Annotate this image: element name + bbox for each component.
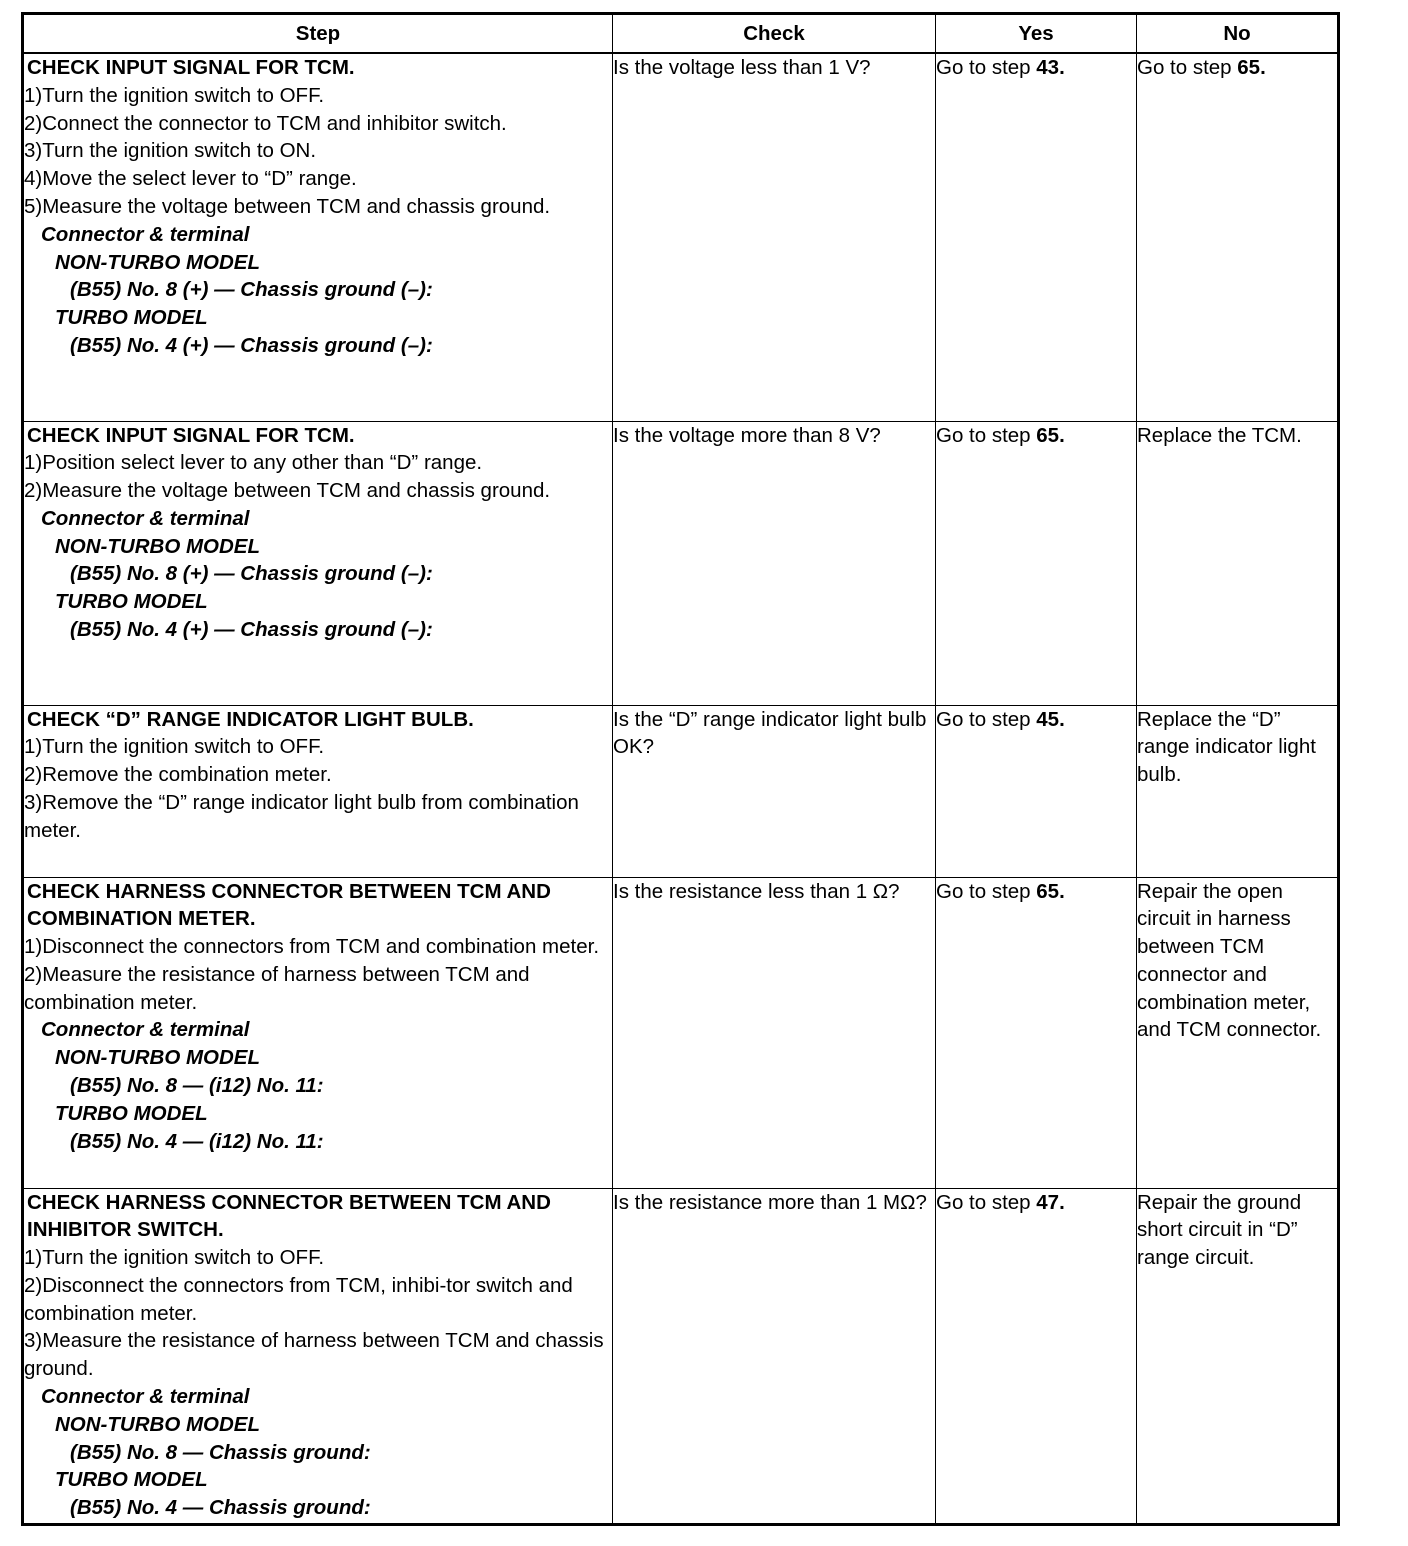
step-instruction: 1)Disconnect the connectors from TCM and combination meter. bbox=[24, 935, 600, 959]
step-instruction: 3)Turn the ignition switch to ON. bbox=[24, 139, 317, 163]
no-cell: Repair the ground short circuit in “D” range circuit. bbox=[1137, 1188, 1339, 1525]
model-label: TURBO MODEL bbox=[55, 1101, 208, 1125]
step-instruction: 1)Position select lever to any other than “D” range. bbox=[24, 451, 483, 475]
step-cell bbox=[23, 1188, 613, 1525]
yes-step-ref: 65. bbox=[1036, 879, 1065, 903]
table-row bbox=[23, 1188, 1339, 1525]
step-number bbox=[0, 1189, 27, 1245]
no-cell: Replace the TCM. bbox=[1137, 421, 1339, 705]
header-step: Step bbox=[23, 14, 613, 54]
no-cell bbox=[1137, 53, 1339, 421]
model-label: TURBO MODEL bbox=[55, 590, 208, 614]
model-label: NON-TURBO MODEL bbox=[55, 534, 260, 558]
check-cell: Is the voltage less than 1 V? bbox=[613, 53, 936, 421]
yes-step-ref: 47. bbox=[1036, 1190, 1065, 1214]
terminal-spec: (B55) No. 8 — Chassis ground: bbox=[70, 1440, 371, 1464]
header-yes: Yes bbox=[936, 14, 1137, 54]
step-instruction: 1)Turn the ignition switch to OFF. bbox=[24, 1246, 325, 1270]
terminal-spec: (B55) No. 8 — (i12) No. 11: bbox=[70, 1074, 324, 1098]
terminal-spec: (B55) No. 4 — (i12) No. 11: bbox=[70, 1129, 324, 1153]
step-instruction: 2)Measure the voltage between TCM and chassis ground. bbox=[24, 479, 551, 503]
step-title: CHECK HARNESS CONNECTOR BETWEEN TCM AND INHIBITOR SWITCH. bbox=[27, 1190, 551, 1242]
step-instruction: 2)Disconnect the connectors from TCM, inhibi-tor switch and combination meter. bbox=[24, 1273, 579, 1325]
connector-title: Connector & terminal bbox=[41, 506, 250, 530]
step-title: CHECK HARNESS CONNECTOR BETWEEN TCM AND COMBINATION METER. bbox=[27, 879, 551, 931]
step-number bbox=[0, 54, 27, 82]
step-cell bbox=[23, 421, 613, 705]
connector-title: Connector & terminal bbox=[41, 1018, 250, 1042]
terminal-spec: (B55) No. 8 (+) — Chassis ground (–): bbox=[70, 562, 433, 586]
yes-cell bbox=[936, 877, 1137, 1188]
yes-prefix: Go to step bbox=[936, 879, 1037, 903]
yes-step-ref: 43. bbox=[1036, 56, 1065, 79]
model-label: TURBO MODEL bbox=[55, 1468, 208, 1492]
model-label: NON-TURBO MODEL bbox=[55, 1046, 260, 1070]
step-instruction: 1)Turn the ignition switch to OFF. bbox=[24, 83, 325, 107]
diagnostic-table bbox=[21, 12, 1340, 1526]
yes-step-ref: 65. bbox=[1036, 423, 1065, 447]
yes-cell bbox=[936, 53, 1137, 421]
yes-prefix: Go to step bbox=[936, 423, 1037, 447]
step-number bbox=[0, 422, 27, 450]
terminal-spec: (B55) No. 8 (+) — Chassis ground (–): bbox=[70, 278, 433, 302]
no-cell: Replace the “D” range indicator light bulb. bbox=[1137, 705, 1339, 877]
check-cell: Is the resistance more than 1 MΩ? bbox=[613, 1188, 936, 1525]
table-row bbox=[23, 705, 1339, 877]
step-cell bbox=[23, 877, 613, 1188]
step-instruction: 3)Remove the “D” range indicator light bulb from combination meter. bbox=[24, 790, 585, 842]
no-prefix: Go to step bbox=[1137, 56, 1238, 79]
header-row bbox=[23, 14, 1339, 54]
yes-cell bbox=[936, 421, 1137, 705]
yes-prefix: Go to step bbox=[936, 1190, 1037, 1214]
table-row bbox=[23, 877, 1339, 1188]
model-label: NON-TURBO MODEL bbox=[55, 1412, 260, 1436]
yes-step-ref: 45. bbox=[1036, 707, 1065, 731]
step-title: CHECK INPUT SIGNAL FOR TCM. bbox=[27, 56, 355, 79]
terminal-spec: (B55) No. 4 (+) — Chassis ground (–): bbox=[70, 333, 433, 357]
step-cell bbox=[23, 705, 613, 877]
step-instruction: 1)Turn the ignition switch to OFF. bbox=[24, 735, 325, 759]
connector-title: Connector & terminal bbox=[41, 1385, 250, 1409]
table-row bbox=[23, 421, 1339, 705]
step-title: CHECK “D” RANGE INDICATOR LIGHT BULB. bbox=[27, 707, 474, 731]
connector-title: Connector & terminal bbox=[41, 222, 250, 246]
step-instruction: 4)Move the select lever to “D” range. bbox=[24, 167, 357, 191]
step-instruction: 2)Measure the resistance of harness between TCM and combination meter. bbox=[24, 962, 536, 1014]
yes-cell bbox=[936, 1188, 1137, 1525]
model-label: NON-TURBO MODEL bbox=[55, 250, 260, 274]
yes-prefix: Go to step bbox=[936, 707, 1037, 731]
terminal-spec: (B55) No. 4 (+) — Chassis ground (–): bbox=[70, 618, 433, 642]
step-number bbox=[0, 706, 27, 734]
no-step-ref: 65. bbox=[1237, 56, 1266, 79]
no-cell: Repair the open circuit in harness between TCM connector and combination meter, and TCM connector. bbox=[1137, 877, 1339, 1188]
step-title: CHECK INPUT SIGNAL FOR TCM. bbox=[27, 423, 355, 447]
header-no: No bbox=[1137, 14, 1339, 54]
step-cell bbox=[23, 53, 613, 421]
yes-cell bbox=[936, 705, 1137, 877]
yes-prefix: Go to step bbox=[936, 56, 1037, 79]
table-row bbox=[23, 53, 1339, 421]
step-instruction: 3)Measure the resistance of harness between TCM and chassis ground. bbox=[24, 1329, 610, 1381]
step-instruction: 2)Connect the connector to TCM and inhibitor switch. bbox=[24, 111, 507, 135]
step-instruction: 5)Measure the voltage between TCM and chassis ground. bbox=[24, 194, 551, 218]
model-label: TURBO MODEL bbox=[55, 306, 208, 330]
check-cell: Is the voltage more than 8 V? bbox=[613, 421, 936, 705]
step-instruction: 2)Remove the combination meter. bbox=[24, 763, 332, 787]
terminal-spec: (B55) No. 4 — Chassis ground: bbox=[70, 1496, 371, 1520]
check-cell: Is the “D” range indicator light bulb OK? bbox=[613, 705, 936, 877]
header-check: Check bbox=[613, 14, 936, 54]
step-number bbox=[0, 878, 27, 934]
check-cell: Is the resistance less than 1 Ω? bbox=[613, 877, 936, 1188]
